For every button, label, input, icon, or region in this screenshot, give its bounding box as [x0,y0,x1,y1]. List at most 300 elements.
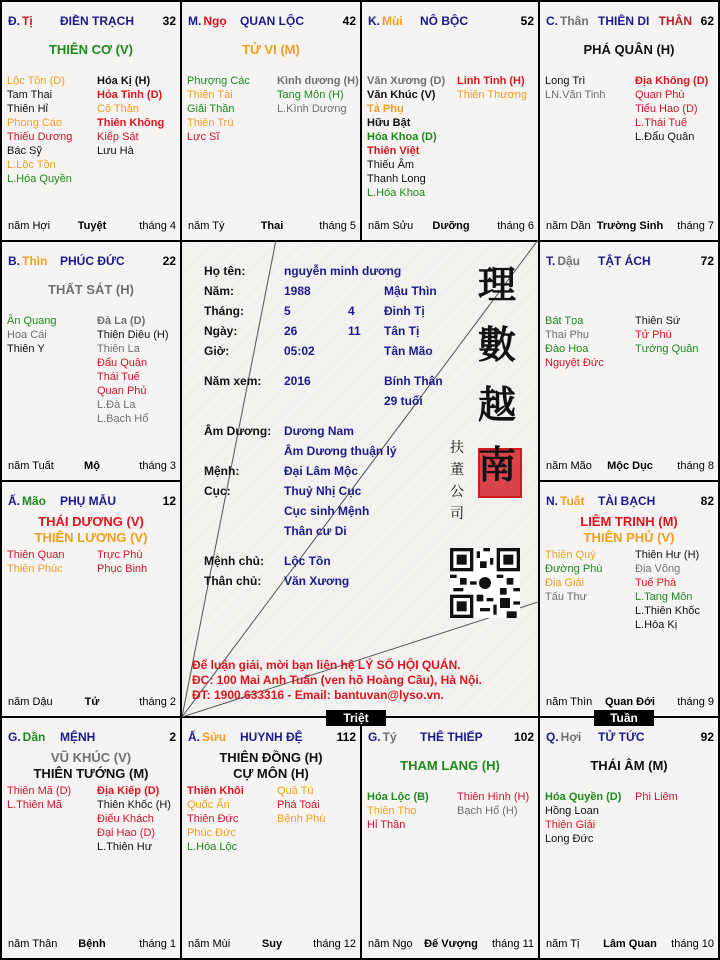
calligraphy-char-2: 數 [477,322,516,367]
star-item: Tang Môn (H) [277,89,344,101]
star-item: Địa Kiếp (D) [97,785,160,797]
star-item: Tuế Phá [635,577,677,589]
star-item: Thiên Không [97,117,165,129]
star-item: LN.Văn Tinh [545,89,606,101]
chi-label: Ngọ [203,14,227,28]
star-item: Quan Phủ [97,385,147,397]
star-item: Địa Võng [635,563,681,575]
palace-can [546,494,584,508]
age-value: 29 tuổi [384,394,423,408]
palace-tuat[interactable] [538,480,720,718]
star-item: Thiên Thọ [367,805,417,817]
palace-can [188,730,226,744]
star-item: L.Thái Tuế [635,117,687,129]
side-char-4: 司 [450,506,464,522]
star-item: Hồng Loan [545,805,599,817]
star-item: Thiên Thương [457,89,528,101]
can-label: G. [368,730,381,744]
palace-header [546,14,714,30]
hour-label: Giờ: [204,344,230,358]
main-stars [2,750,180,782]
palace-footer [8,696,176,710]
cuc-note-1: Cục sinh Mệnh [284,504,370,518]
star-item: Thiên Diêu (H) [97,329,169,341]
palace-header [188,14,356,30]
month-label: tháng 11 [491,938,534,950]
star-item: Thiên Giải [545,819,596,831]
star-item: L.Bạch Hổ [97,413,149,425]
chi-label: Sửu [202,730,227,744]
notice-line-2: ĐC: 100 Mai Anh Tuấn (ven hồ Hoàng Cầu), Hà Nội. [192,673,483,687]
palace-header [8,494,176,510]
triet-tag: Triệt [326,710,386,726]
star-item: Hóa Lộc (B) [367,791,429,803]
palace-name: TỬ TỨC [598,730,645,744]
life-stage: Dưỡng [432,220,470,232]
main-stars [2,282,180,298]
palace-age: 62 [700,14,714,28]
can-label: Ấ. [8,494,20,508]
life-stage: Trường Sinh [596,220,664,232]
palace-name: PHỤ MẪU [60,494,116,508]
chi-label: Dậu [557,254,581,268]
star-item: Thai Phụ [545,329,590,341]
star-item: L.Tang Môn [635,591,693,603]
star-item: Thanh Long [367,173,426,185]
right-star-list [457,74,527,102]
life-stage: Quan Đới [605,696,655,708]
star-item: Phá Toái [277,799,320,811]
left-star-list [7,74,72,186]
view-year-value: 2016 [284,374,311,388]
star-item: Thiên Sứ [635,315,681,327]
palace-name: NÔ BỘC [420,14,468,28]
star-item: Nguyệt Đức [545,357,604,369]
star-item: L.Đà La [97,399,136,411]
qr-code-icon[interactable] [450,548,520,618]
star-item: Quan Phù [635,89,685,101]
month-canchi: Đinh Tị [384,304,425,318]
star-item: Phục Binh [97,563,148,575]
palace-can [8,254,47,268]
palace-can [8,494,46,508]
palace-header [8,730,176,746]
palace-than[interactable] [538,0,720,242]
year-label: Năm: [204,284,235,298]
chi-label: Tị [22,14,33,28]
palace-mui[interactable] [360,0,540,242]
right-star-list [97,314,169,426]
star-item: Cô Thần [97,103,139,115]
star-item: Ân Quang [7,315,57,327]
cuc-note-2: Thân cư Di [284,524,347,538]
life-stage: Bệnh [78,938,106,950]
life-stage: Đế Vượng [424,938,478,950]
main-stars [2,42,180,58]
palace-footer [8,938,176,952]
amduong-note: Âm Dương thuận lý [284,444,397,458]
star-item: Tả Phụ [367,103,404,115]
day-label: Ngày: [204,324,238,338]
star-item: L.Thiên Mã [7,799,63,811]
month-label: tháng 12 [313,938,356,950]
star-item: Hóa Khoa (D) [367,131,437,143]
star-item: Trực Phù [97,549,143,561]
year-branch: năm Dậu [8,696,53,708]
star-item: Lộc Tồn (D) [7,75,65,87]
star-item: Thiên Trù [187,117,234,129]
chi-label: Tý [382,730,397,744]
can-label: G. [8,730,21,744]
hour-value: 05:02 [284,344,315,358]
can-label: B. [8,254,20,268]
star-item: Thiên Khôi [187,785,244,797]
left-star-list [545,790,621,846]
star-item: Điếu Khách [97,813,154,825]
month-label: tháng 4 [139,220,176,232]
palace-age: 32 [162,14,176,28]
palace-age: 92 [700,730,714,744]
star-item: Lực Sĩ [187,131,220,143]
palace-ngo[interactable] [180,0,362,242]
main-star: THIÊN CƠ (V) [48,42,134,57]
star-item: L.Kình Dương [277,103,347,115]
palace-footer [546,696,714,710]
star-item: Tướng Quân [635,343,699,355]
life-stage: Thai [260,220,284,232]
left-star-list [367,790,429,832]
palace-age: 112 [336,730,356,744]
palace-footer [368,938,534,952]
palace-age: 52 [520,14,534,28]
life-stage: Tử [84,696,100,708]
star-item: L.Thiên Hư [97,841,153,853]
palace-can [188,14,227,28]
view-year-canchi: Bính Thân [384,374,443,388]
month-label: tháng 6 [497,220,534,232]
calligraphy-char-4: 南 [477,442,516,487]
center-info-panel [182,240,538,717]
main-star: VŨ KHÚC (V) [50,750,132,765]
can-label: Ấ. [188,730,200,744]
year-canchi: Mậu Thìn [384,284,437,298]
menhchu-value: Lộc Tồn [284,554,331,568]
star-item: Văn Xương (D) [367,75,446,87]
star-item: Giải Thần [187,103,235,115]
palace-footer [188,220,356,234]
palace-header [546,730,714,746]
star-item: Đại Hao (D) [97,827,156,839]
star-item: Thiên Mã (D) [7,785,72,797]
palace-footer [188,938,356,952]
view-year-label: Năm xem: [204,374,262,388]
right-star-list [457,790,529,818]
star-item: Đào Hoa [545,343,589,355]
year-branch: năm Tị [546,938,580,950]
calligraphy-char-3: 越 [477,382,516,427]
palace-name: ĐIỀN TRẠCH [60,14,134,28]
left-star-list [545,548,602,604]
day-canchi: Tân Tị [384,324,420,338]
palace-name: MỆNH [60,730,96,744]
palace-footer [546,460,714,474]
star-item: Kiếp Sát [97,131,139,143]
palace-name: PHÚC ĐỨC [60,254,125,268]
star-item: Quốc Ấn [187,799,230,811]
palace-name: THÊ THIẾP [420,730,483,744]
star-item: Thiếu Dương [7,131,73,143]
contact-notice [192,658,482,703]
palace-can [546,254,580,268]
amduong-label: Âm Dương: [204,424,272,438]
right-star-list [97,74,164,158]
month-label: tháng 1 [139,938,176,950]
main-stars [540,42,718,58]
palace-name: THIÊN DI [598,14,650,28]
star-item: L.Hóa Quyền [7,173,72,185]
palace-ty[interactable] [360,716,540,960]
year-branch: năm Mùi [188,938,231,950]
than-marker: THÂN [658,14,692,28]
name-label: Họ tên: [204,264,246,278]
thanchu-label: Thân chủ: [204,574,262,588]
star-item: Hóa Quyền (D) [545,791,622,803]
year-branch: năm Thân [8,938,58,950]
chi-label: Hợi [560,730,582,744]
year-value: 1988 [284,284,311,298]
main-stars [2,514,180,546]
star-item: Hữu Bật [367,117,411,129]
star-item: L.Đẩu Quân [635,131,695,143]
chi-label: Mùi [382,14,403,28]
palace-can [8,14,33,28]
main-star: THAM LANG (H) [400,758,500,773]
palace-age: 42 [342,14,356,28]
right-star-list [97,784,171,854]
main-star: CỰ MÔN (H) [233,766,309,781]
star-item: Thiên Khốc (H) [97,799,171,811]
month-label: tháng 3 [139,460,176,472]
right-star-list [97,548,147,576]
chi-label: Mão [22,494,46,508]
palace-age: 22 [162,254,176,268]
palace-thin[interactable] [0,240,182,482]
main-star: THÁI ÂM (M) [590,758,668,773]
can-label: N. [546,494,558,508]
star-item: Tử Phù [635,329,672,341]
left-star-list [187,784,244,854]
menhchu-label: Mệnh chủ: [204,554,264,568]
palace-header [188,730,356,746]
palace-footer [546,938,714,952]
right-star-list [635,790,678,804]
star-item: Thiên Quan [7,549,65,561]
main-stars [182,750,360,782]
chi-label: Dần [22,730,46,744]
star-item: Thiên Quý [545,549,596,561]
year-branch: năm Dần [546,220,591,232]
palace-can [546,730,581,744]
can-label: C. [546,14,558,28]
main-star: THẤT SÁT (H) [48,282,134,297]
notice-line-1: Để luận giải, mời bạn liên hệ LÝ SỐ HỘI QUÁN. [192,658,461,672]
star-item: Hỉ Thần [367,819,406,831]
life-stage: Mộc Dục [607,460,653,472]
palace-header [368,730,534,746]
star-item: Bác Sỹ [7,145,42,157]
month-label: tháng 9 [677,696,714,708]
life-stage: Mộ [84,460,100,472]
palace-header [8,254,176,270]
can-label: M. [188,14,202,28]
left-star-list [7,548,64,576]
star-item: Phượng Các [187,75,250,87]
palace-header [546,254,714,270]
star-item: L.Hóa Khoa [367,187,426,199]
star-item: Long Trì [545,75,586,87]
star-item: Thiên Hình (H) [457,791,530,803]
star-item: Thiếu Âm [367,159,415,171]
star-item: Hỏa Tinh (D) [97,89,163,101]
left-star-list [7,314,57,356]
month-label: tháng 2 [139,696,176,708]
left-star-list [367,74,445,200]
main-stars [182,42,360,58]
palace-name: HUYNH ĐỆ [240,730,303,744]
star-item: Thiên Việt [367,145,420,157]
palace-age: 2 [169,730,176,744]
palace-footer [368,220,534,234]
palace-name: QUAN LỘC [240,14,304,28]
palace-age: 12 [162,494,176,508]
can-label: Q. [546,730,559,744]
star-item: Đà La (D) [97,315,146,327]
palace-can [368,730,397,744]
right-star-list [277,74,359,116]
star-item: Bạch Hổ (H) [457,805,518,817]
star-item: Thiên Hỉ [7,103,48,115]
star-item: Thiên Đức [187,813,239,825]
life-stage: Lâm Quan [603,938,657,950]
star-item: Linh Tinh (H) [457,75,525,87]
life-stage: Tuyệt [77,220,107,232]
star-item: Thiên Hư (H) [635,549,700,561]
palace-hoi[interactable] [538,716,720,960]
left-star-list [545,314,604,370]
right-star-list [635,74,708,144]
star-item: L.Hóa Lộc [187,841,238,853]
amduong-value: Dương Nam [284,424,354,438]
palace-can [368,14,403,28]
star-item: Bệnh Phù [277,813,326,825]
star-item: Địa Giải [545,577,585,589]
star-item: Kình dương (H) [277,75,359,87]
main-star: LIÊM TRINH (M) [580,514,678,529]
cuc-value: Thuỷ Nhị Cục [284,484,362,498]
star-item: Đẩu Quân [97,357,148,369]
star-item: Thiên Phúc [7,563,63,575]
main-star: THIÊN ĐỒNG (H) [219,750,323,765]
star-item: Đường Phù [545,563,603,575]
palace-suu[interactable] [180,716,362,960]
star-item: L.Hóa Kị [635,619,678,631]
star-item: L.Thiên Khốc [635,605,700,617]
menh-label: Mệnh: [204,464,240,478]
star-item: Phúc Đức [187,827,236,839]
star-item: L.Lộc Tồn [7,159,56,171]
palace-age: 102 [513,730,534,744]
month-label: Tháng: [204,304,244,318]
side-char-2: 董 [450,462,464,478]
palace-footer [546,220,714,234]
main-stars [540,514,718,546]
thanchu-value: Văn Xương [284,574,350,588]
side-char-1: 扶 [450,440,464,456]
palace-mao[interactable] [0,480,182,718]
star-item: Phi Liêm [635,791,678,803]
hour-canchi: Tân Mão [384,344,433,358]
star-item: Bát Tọa [545,315,584,327]
month-label: tháng 10 [671,938,714,950]
year-branch: năm Mão [546,460,592,472]
side-char-3: 公 [450,484,464,500]
main-stars [540,758,718,774]
palace-age: 72 [700,254,714,268]
month-label: tháng 8 [677,460,714,472]
main-star: PHÁ QUÂN (H) [583,42,675,57]
chi-label: Tuất [560,494,585,508]
year-branch: năm Tuất [8,460,54,472]
month-label: tháng 7 [677,220,714,232]
main-star: THIÊN LƯƠNG (V) [34,530,148,545]
star-item: Địa Không (D) [635,75,709,87]
life-stage: Suy [261,938,283,950]
can-label: K. [368,14,380,28]
main-star: TỬ VI (M) [242,42,300,57]
month-solar: 5 [284,304,291,318]
star-item: Văn Khúc (V) [367,89,436,101]
palace-name: TẬT ÁCH [598,254,651,268]
can-label: Đ. [8,14,20,28]
star-item: Tam Thai [7,89,53,101]
star-item: Long Đức [545,833,594,845]
palace-header [368,14,534,30]
year-branch: năm Tý [188,220,225,232]
palace-can [8,730,45,744]
palace-can [546,14,589,28]
palace-footer [8,220,176,234]
star-item: Phong Cáo [7,117,63,129]
year-branch: năm Sửu [368,220,414,232]
menh-value: Đại Lâm Mộc [284,464,359,478]
year-branch: năm Thìn [546,696,593,708]
year-branch: năm Hợi [8,220,51,232]
star-item: Tấu Thư [545,591,588,603]
star-item: Hóa Kị (H) [97,75,151,87]
star-item: Tiểu Hao (D) [635,103,698,115]
palace-dan[interactable] [0,716,182,960]
right-star-list [277,784,325,826]
can-label: T. [546,254,556,268]
palace-age: 82 [700,494,714,508]
palace-footer [8,460,176,474]
left-star-list [187,74,250,144]
right-star-list [635,314,699,356]
palace-dau[interactable] [538,240,720,482]
palace-ti[interactable] [0,0,182,242]
tuan-tag: Tuần [594,710,654,726]
star-item: Thiên Y [7,343,45,355]
